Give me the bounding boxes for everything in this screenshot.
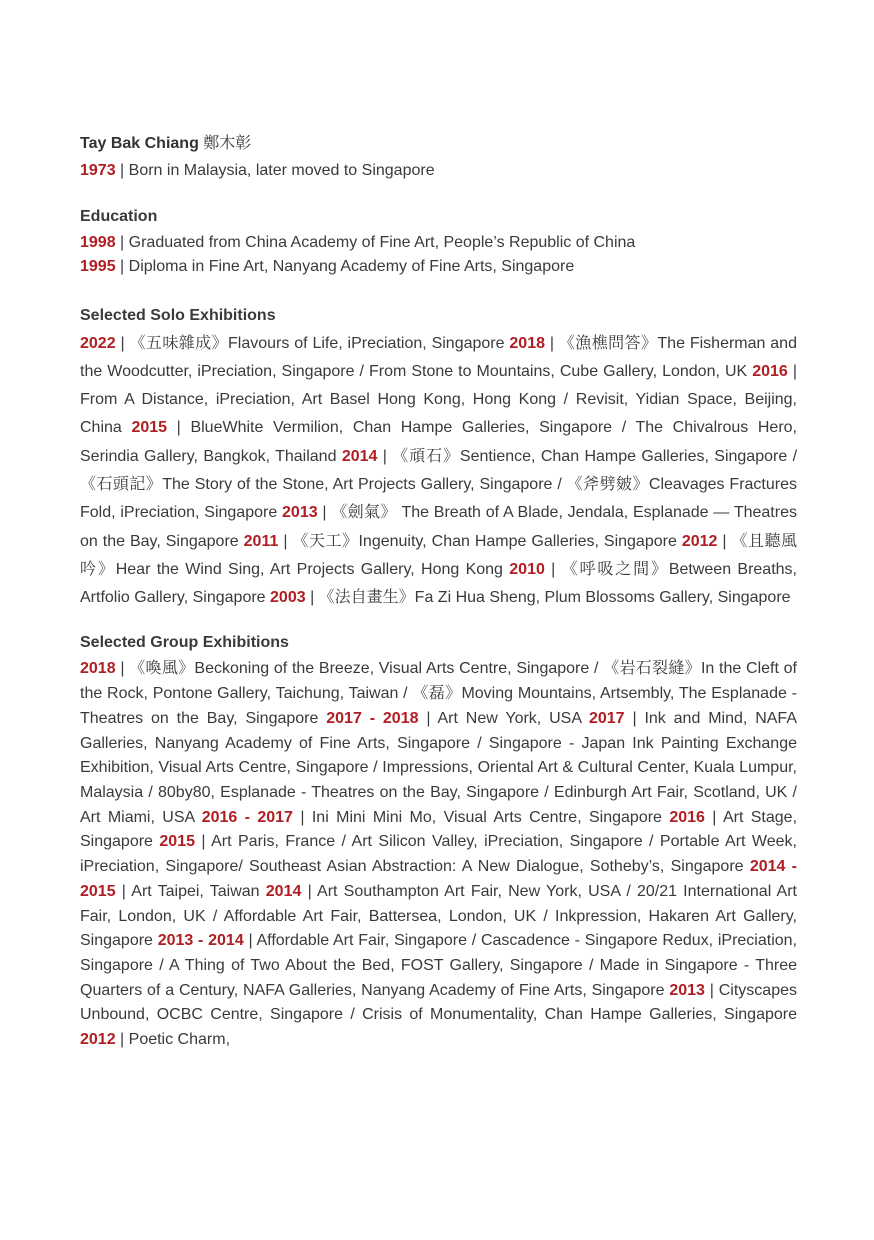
education-text: Diploma in Fine Art, Nanyang Academy of Fine Arts, Singapore [128, 258, 575, 275]
exhibition-text: Art Taipei, Taiwan [131, 882, 260, 900]
education-text: Graduated from China Academy of Fine Art, People’s Republic of China [128, 233, 636, 251]
exhibition-text: Poetic Charm, [128, 1031, 231, 1049]
solo-exhibitions-list [80, 330, 797, 613]
exhibition-text: 《喚風》Beckoning of the Breeze, Visual Arts Centre, Singapore / 《岩石裂縫》In the Cleft of the Rock, Pontone Gallery, Taichung, Taiwan / 《磊》Moving Mountains, Artsembly, The Esplanade - Theatres on the Bay, Singapore [80, 660, 797, 727]
exhibition-entry: 2011 | 《天工》Ingenuity, Chan Hampe Galleries, Singapore [243, 532, 677, 550]
exhibition-year: 2018 [509, 334, 545, 352]
exhibition-year: 2015 [131, 419, 168, 437]
group-exhibitions-list [80, 657, 797, 1052]
exhibition-entry: 2010 | 《呼吸之間》Between Breaths, Artfolio Gallery, Singapore [80, 560, 797, 607]
birth-year: 1973 [80, 162, 116, 179]
education-heading: Education [80, 207, 158, 225]
exhibition-entry: 2012 | 《且聽風吟》Hear the Wind Sing, Art Projects Gallery, Hong Kong [80, 532, 798, 578]
exhibition-entry: 2015 | Art Paris, France / Art Silicon Valley, iPreciation, Singapore / Portable Art Week, iPreciation, Singapore/ Southeast Asian Abstraction: A New Dialogue, Sotheby’s, Singapore [80, 833, 797, 876]
cv-content [80, 133, 797, 1053]
exhibition-year: 2014 - 2015 [80, 858, 797, 900]
birth-line: 1973 | Born in Malaysia, later moved to Singapore [80, 162, 435, 179]
solo-exhibitions-heading: Selected Solo Exhibitions [80, 306, 276, 324]
exhibition-year: 2012 [681, 532, 718, 550]
exhibition-text: Art Southampton Art Fair, New York, USA / 20/21 International Art Fair, London, UK / Affordable Art Fair, Battersea, London, UK / Inkpression, Hakaren Art Gallery, Singapore [80, 882, 798, 950]
exhibition-entry: 2014 - 2015 | Art Taipei, Taiwan [80, 858, 797, 900]
exhibition-entry: 2014 | 《頑石》Sentience, Chan Hampe Galleries, Singapore / 《石頭記》The Story of the Stone, Art Projects Gallery, Singapore / 《斧劈皴》Cleavages Fractures Fold, iPreciation, Singapore [80, 447, 798, 522]
exhibition-year: 2014 [265, 882, 302, 900]
exhibition-entry: 2018 | 《漁樵問答》The Fisherman and the Woodcutter, iPreciation, Singapore / From Stone to Mountains, Cube Gallery, London, UK [80, 334, 797, 380]
exhibition-entry: 2014 | Art Southampton Art Fair, New York, USA / 20/21 International Art Fair, London, UK / Affordable Art Fair, Battersea, London, UK / Inkpression, Hakaren Art Gallery, Singapore [80, 882, 798, 950]
exhibition-entry: 2015 | BlueWhite Vermilion, Chan Hampe Galleries, Singapore / The Chivalrous Hero, Serindia Gallery, Bangkok, Thailand [80, 419, 797, 465]
exhibition-year: 2017 [588, 709, 625, 727]
exhibition-year: 2022 [80, 334, 116, 352]
exhibition-year: 2011 [243, 532, 279, 550]
education-item: 1998 | Graduated from China Academy of Fine Art, People’s Republic of China [80, 233, 636, 251]
artist-header [80, 133, 797, 155]
exhibition-text: Ini Mini Mini Mo, Visual Arts Centre, Singapore [311, 808, 662, 826]
exhibition-text: BlueWhite Vermilion, Chan Hampe Galleries, Singapore / The Chivalrous Hero, Serindia Gallery, Bangkok, Thailand [80, 419, 797, 465]
exhibition-entry: 2013 | Cityscapes Unbound, OCBC Centre, Singapore / Crisis of Monumentality, Chan Hampe Galleries, Singapore [80, 981, 797, 1024]
exhibition-year: 2013 [669, 981, 705, 999]
exhibition-text: 《且聽風吟》Hear the Wind Sing, Art Projects Gallery, Hong Kong [80, 532, 798, 578]
exhibition-text: Art Paris, France / Art Silicon Valley, iPreciation, Singapore / Portable Art Week, iPreciation, Singapore/ Southeast Asian Abstraction: A New Dialogue, Sotheby’s, Singapore [80, 833, 797, 876]
exhibition-text: 《天工》Ingenuity, Chan Hampe Galleries, Singapore [292, 532, 677, 550]
exhibition-year: 2016 - 2017 [201, 808, 293, 826]
exhibition-entry: 2012 | Poetic Charm, [80, 1031, 231, 1049]
exhibition-text: 《五味雜成》Flavours of Life, iPreciation, Singapore [129, 334, 505, 352]
exhibition-entry: 2003 | 《法自畫生》Fa Zi Hua Sheng, Plum Blossoms Gallery, Singapore [270, 589, 791, 607]
exhibition-entry: 2016 | Art Stage, Singapore [80, 808, 798, 851]
exhibition-year: 2013 [282, 504, 318, 522]
exhibition-year: 2018 [80, 660, 116, 678]
exhibition-entry: 2018 | 《喚風》Beckoning of the Breeze, Visual Arts Centre, Singapore / 《岩石裂縫》In the Cleft of the Rock, Pontone Gallery, Taichung, Taiwan / 《磊》Moving Mountains, Artsembly, The Esplanade - Theatres on the Bay, Singapore [80, 660, 797, 727]
exhibition-text: From A Distance, iPreciation, Art Basel Hong Kong, Hong Kong / Revisit, Yidian Space, Beijing, China [80, 391, 797, 437]
exhibition-text: 《呼吸之間》Between Breaths, Artfolio Gallery, Singapore [80, 560, 797, 607]
exhibition-year: 2013 - 2014 [157, 932, 244, 950]
exhibition-year: 2015 [159, 833, 195, 851]
artist-name: Tay Bak Chiang [80, 135, 199, 152]
exhibition-entry: 2017 - 2018 | Art New York, USA [326, 709, 582, 727]
exhibition-year: 2016 [752, 362, 788, 380]
exhibition-entry: 2013 | 《劍氣》 The Breath of A Blade, Jendala, Esplanade — Theatres on the Bay, Singapore [80, 504, 797, 550]
education-year: 1998 [80, 233, 116, 251]
exhibition-text: Art Stage, Singapore [80, 808, 798, 851]
exhibition-entry: 2022 | 《五味雜成》Flavours of Life, iPreciation, Singapore [80, 334, 505, 352]
exhibition-entry: 2016 | From A Distance, iPreciation, Art Basel Hong Kong, Hong Kong / Revisit, Yidian Space, Beijing, China [80, 362, 797, 437]
exhibition-text: Ink and Mind, NAFA Galleries, Nanyang Academy of Fine Arts, Singapore / Singapore - Japan Ink Painting Exchange Exhibition, Visual Arts Centre, Singapore / Impressions, Oriental Art & Cultural Center, Kuala Lumpur, Malaysia / 80by80, Esplanade - Theatres on the Bay, Singapore / Edinburgh Art Fair, Scotland, UK / Art Miami, USA [80, 709, 797, 826]
exhibition-year: 2016 [669, 808, 705, 826]
exhibition-entry: 2017 | Ink and Mind, NAFA Galleries, Nanyang Academy of Fine Arts, Singapore / Singapore - Japan Ink Painting Exchange Exhibition, Visual Arts Centre, Singapore / Impressions, Oriental Art & Cultural Center, Kuala Lumpur, Malaysia / 80by80, Esplanade - Theatres on the Bay, Singapore / Edinburgh Art Fair, Scotland, UK / Art Miami, USA [80, 709, 797, 826]
exhibition-year: 2014 [341, 447, 378, 465]
education-year: 1995 [80, 258, 116, 275]
exhibition-year: 2017 - 2018 [326, 709, 419, 727]
exhibition-text: 《法自畫生》Fa Zi Hua Sheng, Plum Blossoms Gallery, Singapore [318, 589, 791, 607]
exhibition-year: 2003 [270, 589, 306, 607]
group-exhibitions-heading: Selected Group Exhibitions [80, 634, 289, 652]
exhibition-text: 《頑石》Sentience, Chan Hampe Galleries, Singapore / 《石頭記》The Story of the Stone, Art Projects Gallery, Singapore / 《斧劈皴》Cleavages Fractures Fold, iPreciation, Singapore [80, 447, 798, 522]
exhibition-entry: 2013 - 2014 | Affordable Art Fair, Singapore / Cascadence - Singapore Redux, iPreciation, Singapore / A Thing of Two About the Bed, FOST Gallery, Singapore / Made in Singapore - Three Quarters of a Century, NAFA Galleries, Nanyang Academy of Fine Arts, Singapore [80, 932, 798, 999]
exhibition-text: Affordable Art Fair, Singapore / Cascadence - Singapore Redux, iPreciation, Singapore / A Thing of Two About the Bed, FOST Gallery, Singapore / Made in Singapore - Three Quarters of a Century, NAFA Galleries, Nanyang Academy of Fine Arts, Singapore [80, 932, 798, 999]
exhibition-text: 《漁樵問答》The Fisherman and the Woodcutter, iPreciation, Singapore / From Stone to Mountains, Cube Gallery, London, UK [80, 334, 797, 380]
birth-text: Born in Malaysia, later moved to Singapore [128, 162, 435, 179]
exhibition-text: Art New York, USA [437, 709, 582, 727]
artist-chinese-name: 鄭木彰 [203, 135, 252, 152]
exhibition-year: 2012 [80, 1031, 116, 1049]
exhibition-text: Cityscapes Unbound, OCBC Centre, Singapore / Crisis of Monumentality, Chan Hampe Galleries, Singapore [80, 981, 797, 1024]
exhibition-entry: 2016 - 2017 | Ini Mini Mini Mo, Visual Arts Centre, Singapore [201, 808, 662, 826]
education-item: 1995 | Diploma in Fine Art, Nanyang Academy of Fine Arts, Singapore [80, 258, 575, 275]
exhibition-year: 2010 [509, 560, 545, 578]
exhibition-text: 《劍氣》 The Breath of A Blade, Jendala, Esplanade — Theatres on the Bay, Singapore [80, 504, 797, 550]
